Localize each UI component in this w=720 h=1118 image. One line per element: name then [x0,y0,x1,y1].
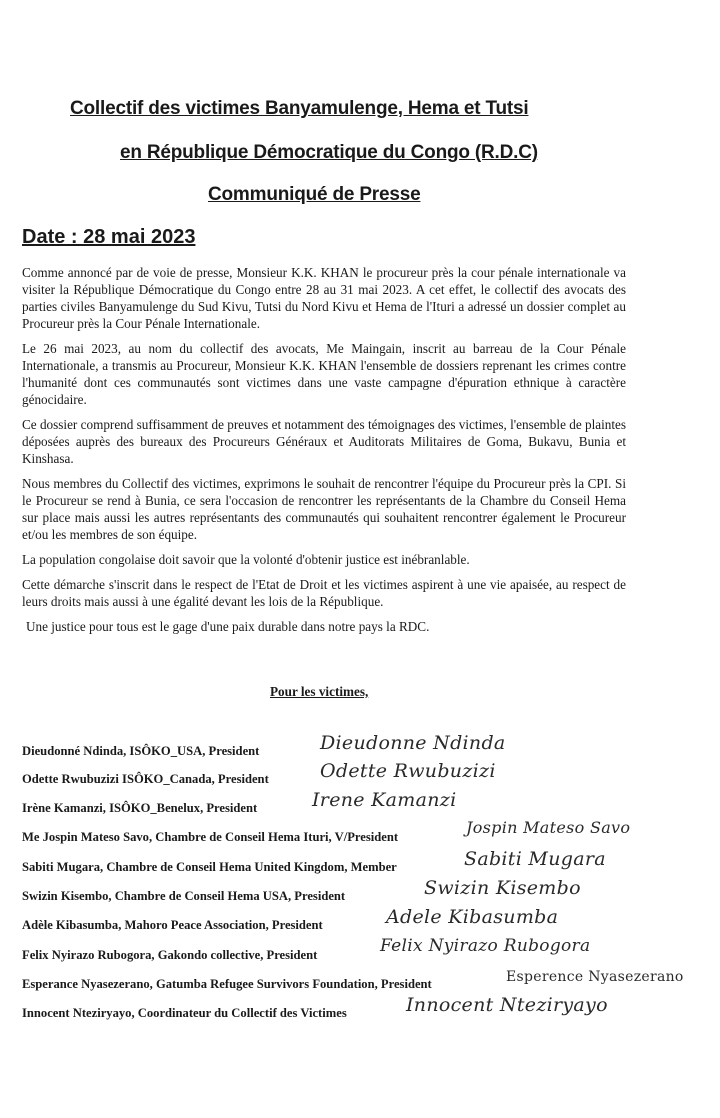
document-date: Date : 28 mai 2023 [22,226,196,248]
handwritten-signature: Esperence Nyasezerano [506,969,684,985]
handwritten-signature: Felix Nyirazo Rubogora [380,936,591,956]
signatory-name: Felix Nyirazo Rubogora, Gakondo collective, President [22,948,318,962]
paragraph-3: Ce dossier comprend suffisamment de preuves et notamment des témoignages des victimes, l'ensemble de plaintes déposées auprès des bureaux des Procureurs Généraux et Auditorats Militaires de Goma, Bukavu, Bunia et Kinshasa. [22,417,626,466]
signatory-name: Adèle Kibasumba, Mahoro Peace Association, President [22,918,323,932]
handwritten-signature: Sabiti Mugara [464,848,606,870]
paragraph-4: Nous membres du Collectif des victimes, exprimons le souhait de rencontrer l'équipe du Procureur près la CPI. Si le Procureur se rend à Bunia, ce sera l'occasion de rencontrer les représentants de la Chambre du Conseil Hema sur place mais aussi les autres représentants des communautés qui souhaitent rencontrer également le Procureur et/ou les membres de son équipe. [22,476,626,542]
signatory-name: Irène Kamanzi, ISÔKO_Benelux, President [22,801,258,815]
handwritten-signature: Jospin Mateso Savo [466,818,631,837]
paragraph-1: Comme annoncé par de voie de presse, Monsieur K.K. KHAN le procureur près la cour pénale internationale va visiter la République Démocratique du Congo entre 28 au 31 mai 2023. A cet effet, le collectif des avocats des parties civiles Banyamulenge du Sud Kivu, Tutsi du Nord Kivu et Hema de l'Ituri a adressé un dossier complet au Procureur près la Cour Pénale Internationale. [22,265,626,331]
handwritten-signature: Odette Rwubuzizi [320,760,496,782]
paragraph-5: La population congolaise doit savoir que la volonté d'obtenir justice est inébranlable. [22,552,470,567]
header-title-line-1: Collectif des victimes Banyamulenge, Hema et Tutsi [70,98,529,119]
signatory-name: Odette Rwubuzizi ISÔKO_Canada, President [22,772,269,786]
signatory-name: Innocent Nteziryayo, Coordinateur du Collectif des Victimes [22,1006,347,1020]
handwritten-signature: Irene Kamanzi [312,789,457,811]
paragraph-7: Une justice pour tous est le gage d'une paix durable dans notre pays la RDC. [26,619,430,634]
document-type-heading: Communiqué de Presse [208,184,421,205]
signatory-name: Sabiti Mugara, Chambre de Conseil Hema United Kingdom, Member [22,860,397,874]
closing-line: Pour les victimes, [270,684,369,699]
handwritten-signature: Dieudonne Ndinda [320,732,506,754]
signatory-name: Dieudonné Ndinda, ISÔKO_USA, President [22,744,260,758]
signatory-name: Swizin Kisembo, Chambre de Conseil Hema USA, President [22,889,346,903]
paragraph-2: Le 26 mai 2023, au nom du collectif des avocats, Me Maingain, inscrit au barreau de la Cour Pénale Internationale, a transmis au Procureur, Monsieur K.K. KHAN l'ensemble de dossiers reprenant les crimes contre l'humanité dont ces communautés sont victimes dans une vaste campagne d'épuration ethnique à caractère génocidaire. [22,341,626,407]
signatory-name: Me Jospin Mateso Savo, Chambre de Conseil Hema Ituri, V/President [22,830,399,844]
handwritten-signature: Adele Kibasumba [386,906,559,928]
header-title-line-2: en République Démocratique du Congo (R.D.C) [120,142,538,163]
press-release-body [22,264,626,643]
paragraph-6: Cette démarche s'inscrit dans le respect de l'Etat de Droit et les victimes aspirent à une vie apaisée, au respect de leurs droits mais aussi à une égalité devant les lois de la République. [22,577,626,609]
handwritten-signature: Innocent Nteziryayo [406,994,608,1016]
handwritten-signature: Swizin Kisembo [424,877,581,899]
signatory-name: Esperance Nyasezerano, Gatumba Refugee Survivors Foundation, President [22,977,432,991]
